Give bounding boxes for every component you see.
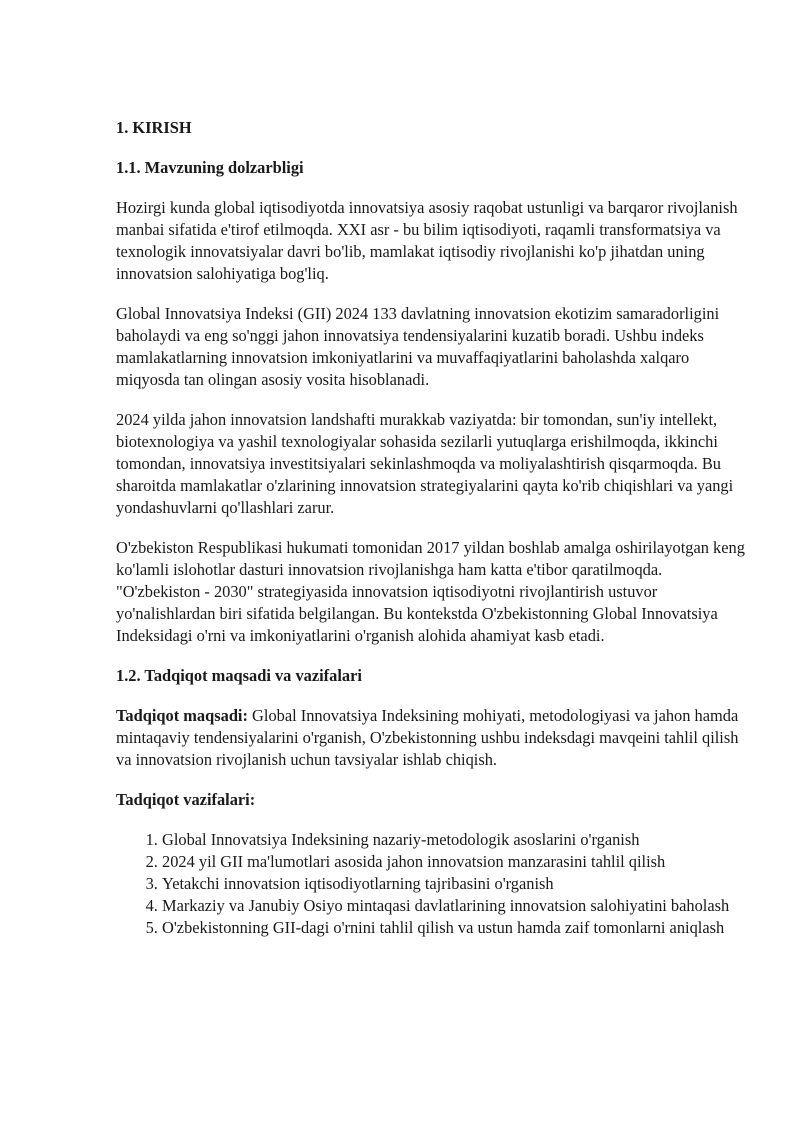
paragraph-4: O'zbekiston Respublikasi hukumati tomonidan 2017 yildan boshlab amalga oshirilayotgan keng ko'lamli islohotlar dasturi innovatsion rivojlanishga ham katta e'tibor qaratilmoqda. "O'zbekiston - 2030" strategiyasida innovatsion iqtisodiyotni rivojlantirish ustuvor yo'nalishlardan biri sifatida belgilangan. Bu kontekstda O'zbekistonning Global Innovatsiya Indeksidagi o'rni va imkoniyatlarini o'rganish alohida ahamiyat kasb etadi. <box>116 538 745 645</box>
subsection-title-goals: 1.2. Tadqiqot maqsadi va vazifalari <box>116 666 362 685</box>
research-goal-label: Tadqiqot maqsadi: <box>116 706 248 725</box>
list-item: 3. Yetakchi innovatsion iqtisodiyotlarning tajribasini o'rganish <box>162 873 748 895</box>
list-item: 1. Global Innovatsiya Indeksining nazariy-metodologik asoslarini o'rganish <box>162 829 748 851</box>
research-goal-paragraph <box>116 705 748 771</box>
list-item: 4. Markaziy va Janubiy Osiyo mintaqasi davlatlarining innovatsion salohiyatini baholash <box>162 895 748 917</box>
document-page <box>116 117 748 939</box>
paragraph-3: 2024 yilda jahon innovatsion landshafti murakkab vaziyatda: bir tomondan, sun'iy intellekt, biotexnologiya va yashil texnologiyalar sohasida sezilarli yutuqlarga erishilmoqda, ikkinchi tomondan, innovatsiya investitsiyalari sekinlashmoqda va moliyalashtirish qisqarmoqda. Bu sharoitda mamlakatlar o'zlarining innovatsion strategiyalarini qayta ko'rib chiqishlari va yangi yondashuvlarni qo'llashlari zarur. <box>116 410 734 517</box>
research-goal-text: Global Innovatsiya Indeksining mohiyati, metodologiyasi va jahon hamda mintaqaviy tendensiyalarini o'rganish, O'zbekistonning ushbu indeksdagi mavqeini tahlil qilish va innovatsion rivojlanish uchun tavsiyalar ishlab chiqish. <box>116 706 739 769</box>
list-item: 5. O'zbekistonning GII-dagi o'rnini tahlil qilish va ustun hamda zaif tomonlarni aniqlash <box>162 917 748 939</box>
research-tasks-list <box>116 829 748 939</box>
section-title: 1. KIRISH <box>116 118 192 137</box>
subsection-title-relevance: 1.1. Mavzuning dolzarbligi <box>116 158 304 177</box>
research-tasks-label: Tadqiqot vazifalari: <box>116 790 256 809</box>
paragraph-2: Global Innovatsiya Indeksi (GII) 2024 133 davlatning innovatsion ekotizim samaradorligini baholaydi va eng so'nggi jahon innovatsiya tendensiyalarini kuzatib boradi. Ushbu indeks mamlakatlarning innovatsion imkoniyatlarini va muvaffaqiyatlarini baholashda xalqaro miqyosda tan olingan asosiy vosita hisoblanadi. <box>116 304 720 389</box>
list-item: 2. 2024 yil GII ma'lumotlari asosida jahon innovatsion manzarasini tahlil qilish <box>162 851 748 873</box>
paragraph-1: Hozirgi kunda global iqtisodiyotda innovatsiya asosiy raqobat ustunligi va barqaror rivojlanish manbai sifatida e'tirof etilmoqda. XXI asr - bu bilim iqtisodiyoti, raqamli transformatsiya va texnologik innovatsiyalar davri bo'lib, mamlakat iqtisodiy rivojlanishi ko'p jihatdan uning innovatsion salohiyatiga bog'liq. <box>116 198 738 283</box>
